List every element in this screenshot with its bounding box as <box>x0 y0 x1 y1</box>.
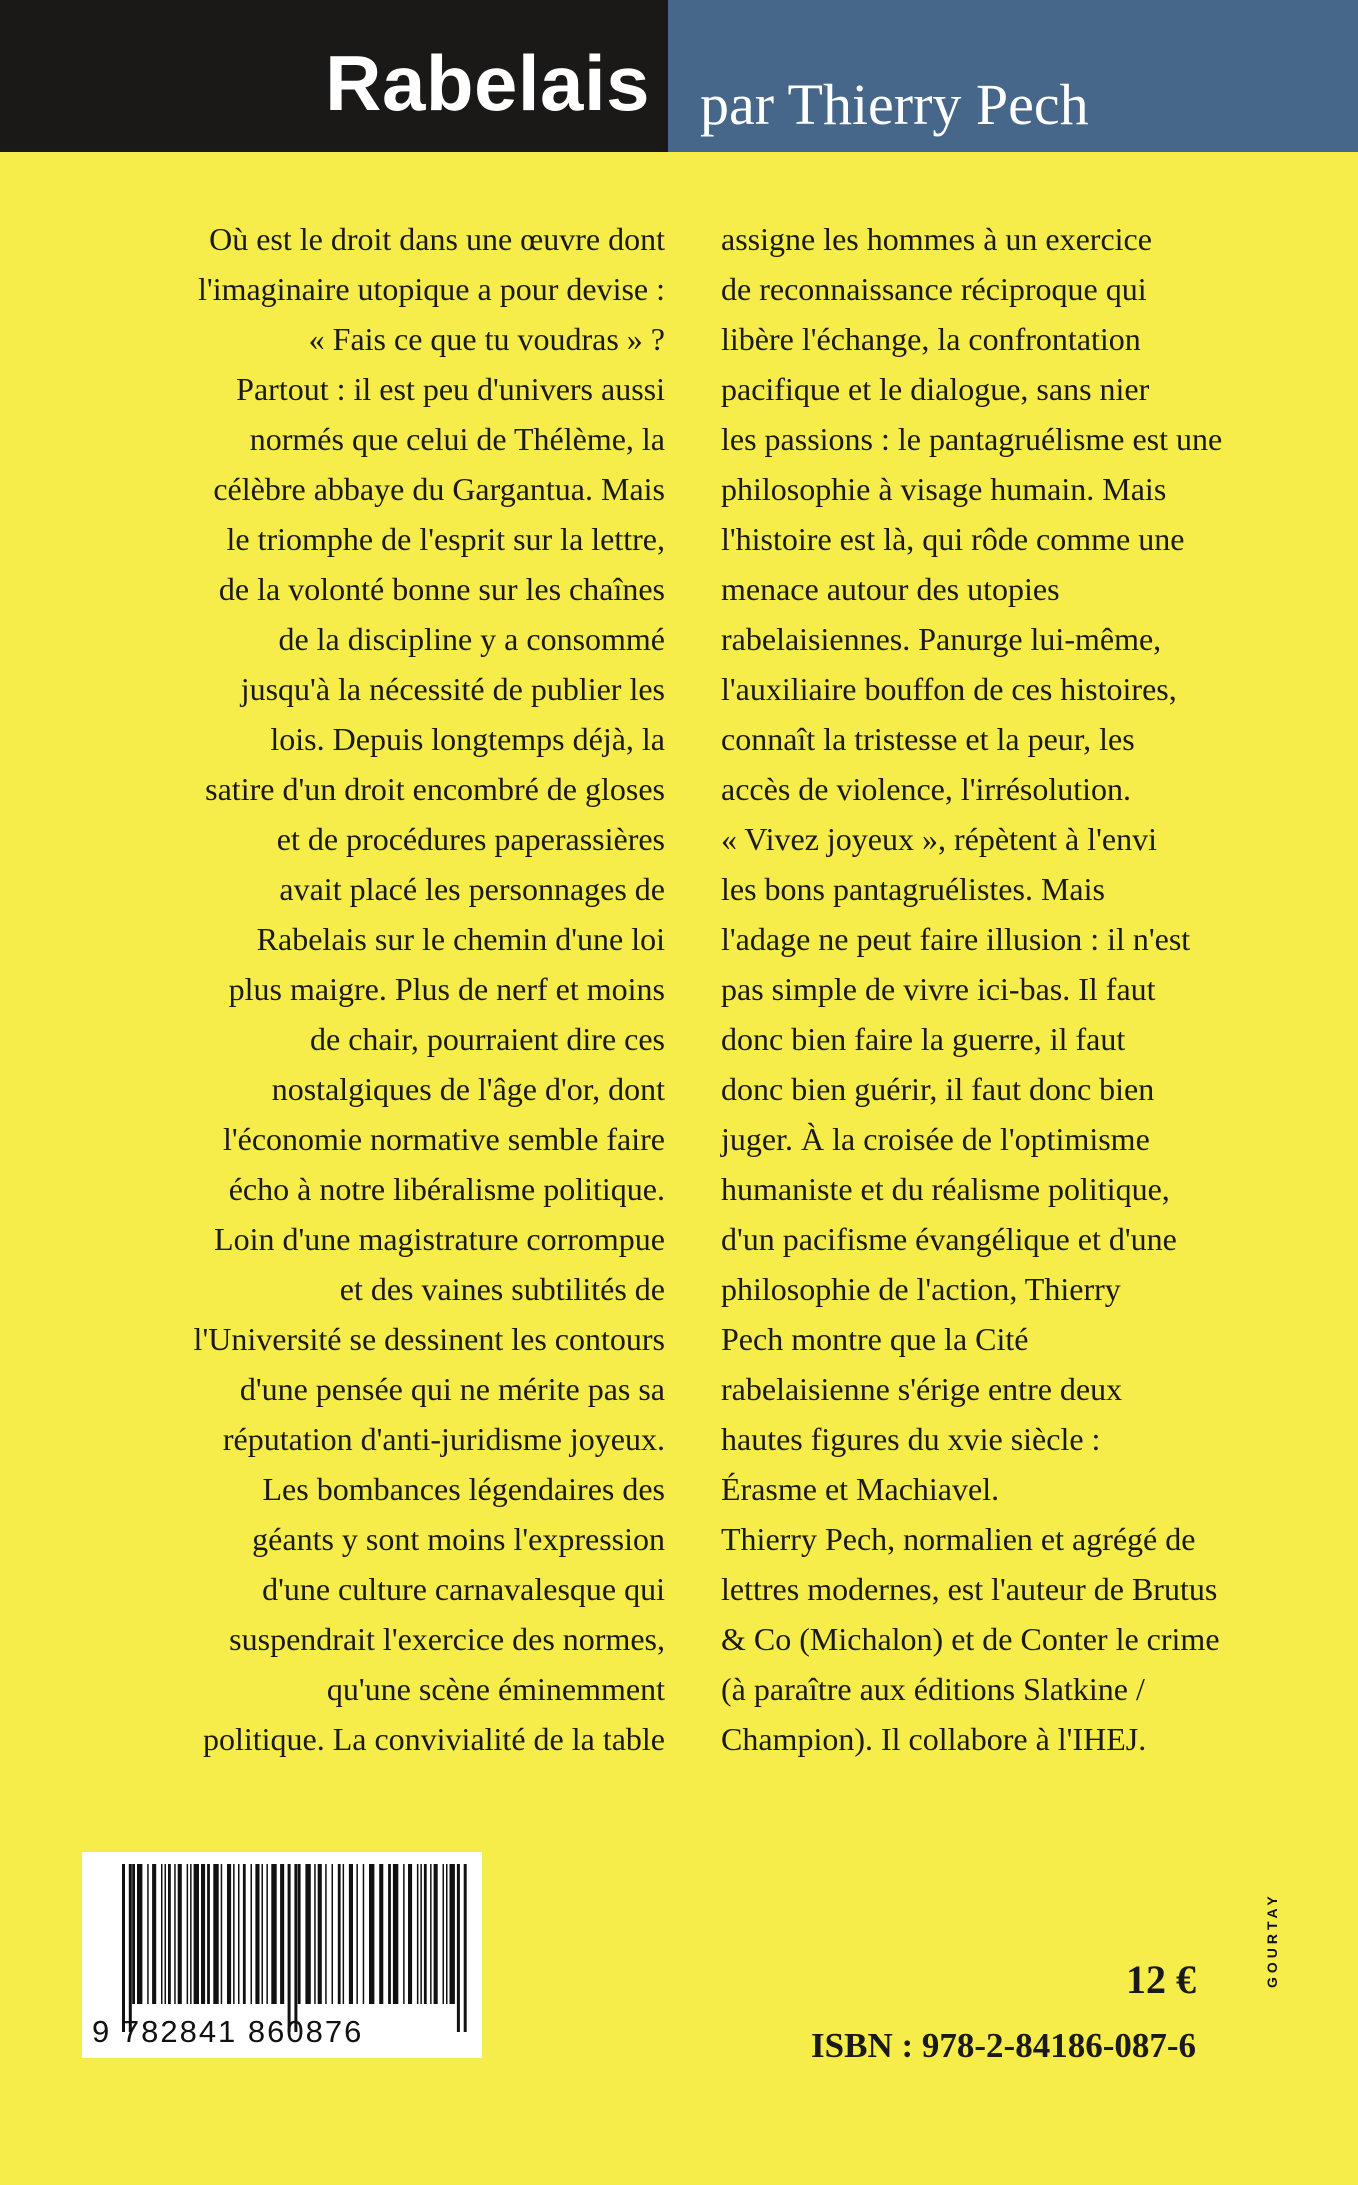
blurb-line: de la volonté bonne sur les chaînes <box>218 571 665 607</box>
blurb-line: l'auxiliaire bouffon de ces histoires, <box>721 671 1177 707</box>
barcode-bar <box>255 1864 259 2004</box>
blurb-line: Champion). Il collabore à l'IHEJ. <box>721 1721 1147 1757</box>
blurb-line: l'adage ne peut faire illusion : il n'est <box>721 921 1191 957</box>
barcode-bar <box>446 1864 448 2004</box>
blurb-line: Loin d'une magistrature corrompue <box>214 1221 665 1257</box>
barcode-bar <box>434 1864 438 2004</box>
blurb-line: géants y sont moins l'expression <box>252 1521 665 1557</box>
barcode-digits: 9 782841 860876 <box>92 2014 364 2049</box>
blurb-line: de chair, pourraient dire ces <box>310 1021 665 1057</box>
blurb-line: avait placé les personnages de <box>279 871 665 907</box>
barcode-guard-bar <box>288 1864 291 2032</box>
blurb-line: d'un pacifisme évangélique et d'une <box>721 1221 1177 1257</box>
barcode-bar <box>349 1864 353 2004</box>
blurb-line: pacifique et le dialogue, sans nier <box>721 371 1150 407</box>
blurb-line: l'imaginaire utopique a pour devise : <box>198 271 665 307</box>
barcode-bar <box>194 1864 199 2004</box>
barcode-bar <box>369 1864 374 2004</box>
blurb-line: Les bombances légendaires des <box>262 1471 665 1507</box>
barcode-bar <box>271 1864 276 2004</box>
barcode-guard-bar <box>457 1864 460 2032</box>
blurb-line: normés que celui de Thélème, la <box>249 421 665 457</box>
barcode-bar <box>356 1864 358 2004</box>
barcode-bar <box>243 1864 246 2004</box>
blurb-line: d'une culture carnavalesque qui <box>262 1571 665 1607</box>
blurb-line: politique. La convivialité de la table <box>202 1721 665 1757</box>
blurb-line: nostalgiques de l'âge d'or, dont <box>271 1071 665 1107</box>
blurb-line: « Fais ce que tu voudras » ? <box>308 321 665 357</box>
barcode-bar <box>168 1864 171 2004</box>
barcode-bar <box>280 1864 284 2004</box>
barcode-bar <box>266 1864 268 2004</box>
barcode-bar <box>420 1864 422 2004</box>
blurb-line: & Co (Michalon) et de Conter le crime <box>721 1621 1220 1657</box>
barcode-bar <box>132 1864 135 2004</box>
blurb-line: Rabelais sur le chemin d'une loi <box>256 921 665 957</box>
header-title-panel <box>0 0 668 152</box>
blurb-line: libère l'échange, la confrontation <box>721 321 1141 357</box>
header-band <box>0 0 1358 152</box>
blurb-line: philosophie de l'action, Thierry <box>721 1271 1121 1307</box>
blurb-line: Thierry Pech, normalien et agrégé de <box>721 1521 1196 1557</box>
barcode-bar <box>343 1864 345 2004</box>
blurb-line: les passions : le pantagruélisme est une <box>721 421 1223 457</box>
blurb-line: juger. À la croisée de l'optimisme <box>721 1121 1150 1157</box>
blurb-line: de reconnaissance réciproque qui <box>721 271 1147 307</box>
barcode-bar <box>388 1864 391 2004</box>
barcode-bar <box>443 1864 445 2004</box>
barcode-bar <box>417 1864 419 2004</box>
blurb-line: hautes figures du xvie siècle : <box>721 1421 1101 1457</box>
blurb-line: de la discipline y a consommé <box>278 621 665 657</box>
barcode-bar <box>152 1864 156 2004</box>
blurb-line: les bons pantagruélistes. Mais <box>721 871 1105 907</box>
barcode-bar <box>207 1864 210 2004</box>
barcode-bar <box>161 1864 163 2004</box>
blurb-right-column <box>721 214 1241 1764</box>
barcode <box>82 1852 482 2058</box>
barcode-bar <box>408 1864 412 2004</box>
barcode-bar <box>190 1864 192 2004</box>
barcode-bar <box>221 1864 223 2004</box>
barcode-guard-bar <box>294 1864 297 2032</box>
blurb-line: plus maigre. Plus de nerf et moins <box>228 971 665 1007</box>
blurb-line: suspendrait l'exercice des normes, <box>229 1621 665 1657</box>
blurb-line: qu'une scène éminemment <box>326 1671 665 1707</box>
barcode-bar <box>262 1864 264 2004</box>
barcode-bar <box>318 1864 322 2004</box>
blurb-line: (à paraître aux éditions Slatkine / <box>721 1671 1145 1707</box>
barcode-bar <box>178 1864 182 2004</box>
blurb-line: l'économie normative semble faire <box>222 1121 665 1157</box>
blurb-line: donc bien guérir, il faut donc bien <box>721 1071 1155 1107</box>
book-title: Rabelais <box>325 39 650 127</box>
blurb-line: lois. Depuis longtemps déjà, la <box>270 721 665 757</box>
blurb-line: rabelaisienne s'érige entre deux <box>721 1371 1123 1407</box>
blurb-left-column <box>175 214 665 1764</box>
blurb-line: pas simple de vivre ici-bas. Il faut <box>721 971 1156 1007</box>
blurb-line: humaniste et du réalisme politique, <box>721 1171 1170 1207</box>
barcode-bar <box>403 1864 405 2004</box>
barcode-guard-bar <box>122 1864 125 2032</box>
blurb-line: lettres modernes, est l'auteur de Brutus <box>721 1571 1218 1607</box>
blurb-line: jusqu'à la nécessité de publier les <box>240 671 665 707</box>
barcode-guard-bar <box>129 1864 132 2032</box>
barcode-bar <box>430 1864 432 2004</box>
barcode-bar <box>238 1864 240 2004</box>
blurb-line: écho à notre libéralisme politique. <box>228 1171 665 1207</box>
cover-credit: GOURTAY <box>1264 1892 1280 1988</box>
blurb-line: Partout : il est peu d'univers aussi <box>236 371 665 407</box>
barcode-bar <box>424 1864 427 2004</box>
header-author-panel <box>668 0 1358 152</box>
blurb-line: assigne les hommes à un exercice <box>721 221 1152 257</box>
blurb-line: le triomphe de l'esprit sur la lettre, <box>226 521 665 557</box>
blurb-line: Pech montre que la Cité <box>721 1321 1029 1357</box>
blurb-line: accès de violence, l'irrésolution. <box>721 771 1132 807</box>
barcode-bar <box>393 1864 398 2004</box>
barcode-bar <box>227 1864 231 2004</box>
blurb-line: rabelaisiennes. Panurge lui-même, <box>721 621 1162 657</box>
barcode-bar <box>363 1864 365 2004</box>
barcode-bar <box>147 1864 149 2004</box>
blurb-line: donc bien faire la guerre, il faut <box>721 1021 1126 1057</box>
book-author: par Thierry Pech <box>700 72 1089 137</box>
blurb-line: et de procédures paperassières <box>276 821 665 857</box>
price: 12 € <box>1126 1957 1196 2002</box>
barcode-bar <box>137 1864 142 2004</box>
barcode-bar <box>233 1864 235 2004</box>
barcode-bar <box>450 1864 455 2004</box>
blurb-line: philosophie à visage humain. Mais <box>721 471 1167 507</box>
barcode-bar <box>201 1864 205 2004</box>
blurb-line: « Vivez joyeux », répètent à l'envi <box>721 821 1157 857</box>
blurb-line: l'histoire est là, qui rôde comme une <box>721 521 1185 557</box>
blurb-line: Érasme et Machiavel. <box>721 1471 1000 1507</box>
blurb-line: réputation d'anti-juridisme joyeux. <box>222 1421 665 1457</box>
barcode-bar <box>298 1864 301 2004</box>
barcode-guard-bar <box>464 1864 467 2032</box>
barcode-bar <box>165 1864 167 2004</box>
barcode-bar <box>314 1864 316 2004</box>
blurb-line: menace autour des utopies <box>721 571 1060 607</box>
barcode-bar <box>325 1864 327 2004</box>
blurb-line: célèbre abbaye du Gargantua. Mais <box>213 471 665 507</box>
blurb-line: et des vaines subtilités de <box>339 1271 665 1307</box>
blurb-line: d'une pensée qui ne mérite pas sa <box>239 1371 665 1407</box>
barcode-bar <box>332 1864 334 2004</box>
barcode-bar <box>174 1864 176 2004</box>
barcode-bar <box>251 1864 253 2004</box>
barcode-bar <box>338 1864 341 2004</box>
isbn: ISBN : 978-2-84186-087-6 <box>811 2026 1196 2065</box>
blurb-line: connaît la tristesse et la peur, les <box>721 721 1135 757</box>
barcode-bar <box>213 1864 218 2004</box>
barcode-bar <box>187 1864 189 2004</box>
blurb-line: satire d'un droit encombré de gloses <box>205 771 665 807</box>
blurb-line: Où est le droit dans une œuvre dont <box>209 221 665 257</box>
blurb-line: l'Université se dessinent les contours <box>193 1321 665 1357</box>
barcode-bar <box>305 1864 310 2004</box>
barcode-bar <box>379 1864 383 2004</box>
